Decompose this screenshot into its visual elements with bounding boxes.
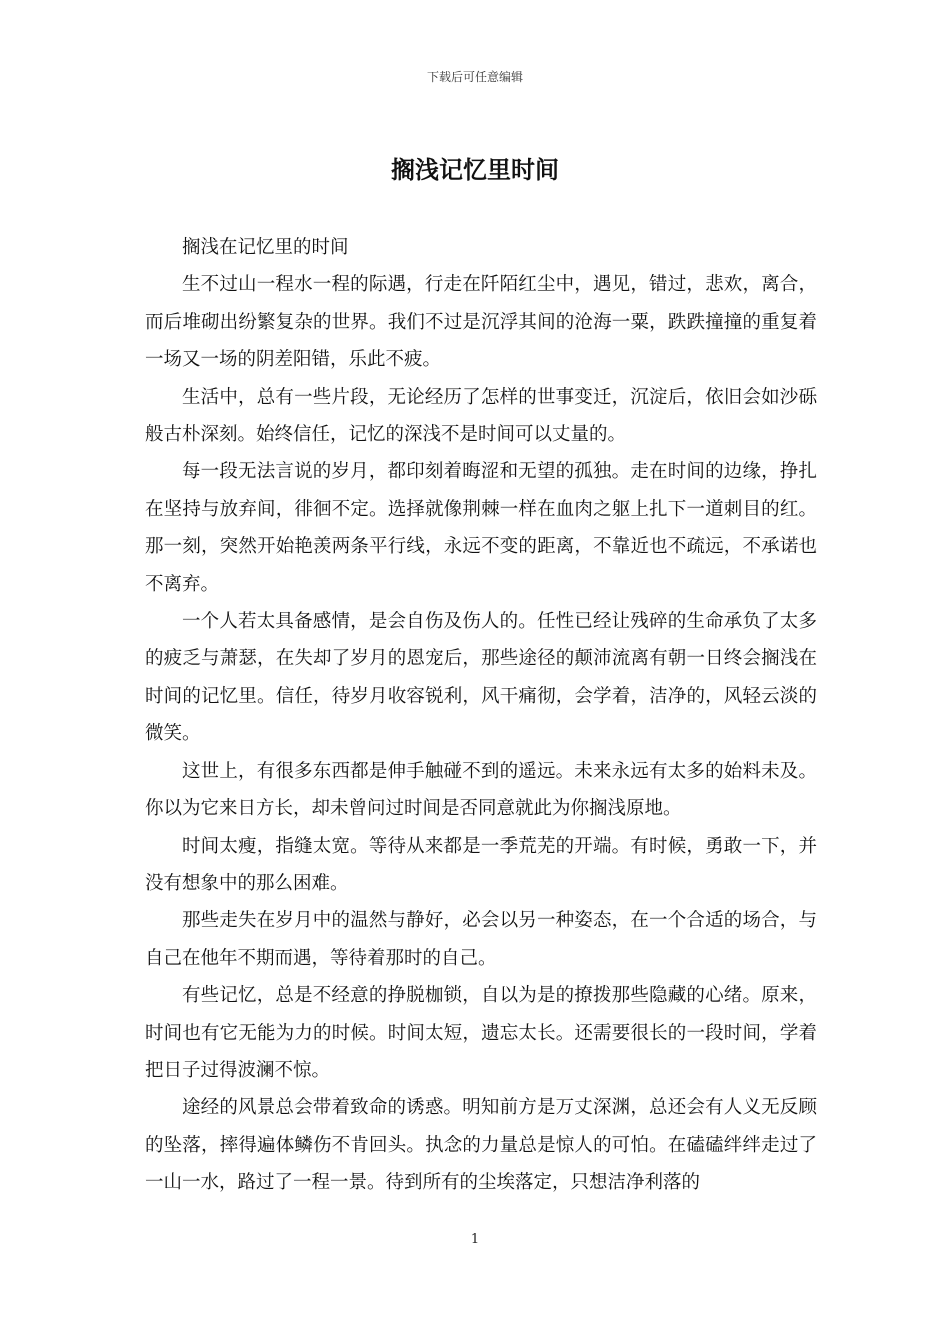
paragraph-subtitle: 搁浅在记忆里的时间 (182, 237, 349, 258)
paragraph: 有些记忆，总是不经意的挣脱枷锁，自以为是的撩拨那些隐藏的心绪。原来，时间也有它无能为力的时候。时间太短，遗忘太长。还需要很长的一段时间，学着把日子过得波澜不惊。 (145, 985, 817, 1081)
paragraph: 每一段无法言说的岁月，都印刻着晦涩和无望的孤独。走在时间的边缘，挣扎在坚持与放弃间，徘徊不定。选择就像荆棘一样在血肉之躯上扎下一道刺目的红。那一刻，突然开始艳羡两条平行线，永远不变的距离，不靠近也不疏远，不承诺也不离弃。 (145, 461, 817, 595)
body-text (145, 229, 817, 1202)
paragraph: 生不过山一程水一程的际遇，行走在阡陌红尘中，遇见，错过，悲欢，离合，而后堆砌出纷繁复杂的世界。我们不过是沉浮其间的沧海一粟，跌跌撞撞的重复着一场又一场的阴差阳错，乐此不疲。 (145, 274, 817, 371)
document-title: 搁浅记忆里时间 (391, 156, 559, 184)
paragraph: 时间太瘦，指缝太宽。等待从来都是一季荒芜的开端。有时候，勇敢一下，并没有想象中的那么困难。 (145, 835, 817, 894)
paragraph: 那些走失在岁月中的温然与静好，必会以另一种姿态，在一个合适的场合，与自己在他年不期而遇，等待着那时的自己。 (145, 910, 817, 969)
paragraph: 一个人若太具备感情，是会自伤及伤人的。任性已经让残碎的生命承负了太多的疲乏与萧瑟，在失却了岁月的恩宠后，那些途径的颠沛流离有朝一日终会搁浅在时间的记忆里。信任，待岁月收容锐利，风干痛彻，会学着，洁净的，风轻云淡的微笑。 (145, 611, 817, 745)
header-note: 下载后可任意编辑 (426, 70, 523, 84)
paragraph: 途经的风景总会带着致命的诱惑。明知前方是万丈深渊，总还会有人义无反顾的坠落，摔得遍体鳞伤不肯回头。执念的力量总是惊人的可怕。在磕磕绊绊走过了一山一水，路过了一程一景。待到所有的尘埃落定，只想洁净利落的 (145, 1097, 817, 1194)
paragraph: 这世上，有很多东西都是伸手触碰不到的遥远。未来永远有太多的始料未及。你以为它来日方长，却未曾问过时间是否同意就此为你搁浅原地。 (145, 760, 817, 820)
paragraph: 生活中，总有一些片段，无论经历了怎样的世事变迁，沉淀后，依旧会如沙砾般古朴深刻。始终信任，记忆的深浅不是时间可以丈量的。 (145, 386, 817, 446)
page-number: 1 (470, 1232, 480, 1247)
